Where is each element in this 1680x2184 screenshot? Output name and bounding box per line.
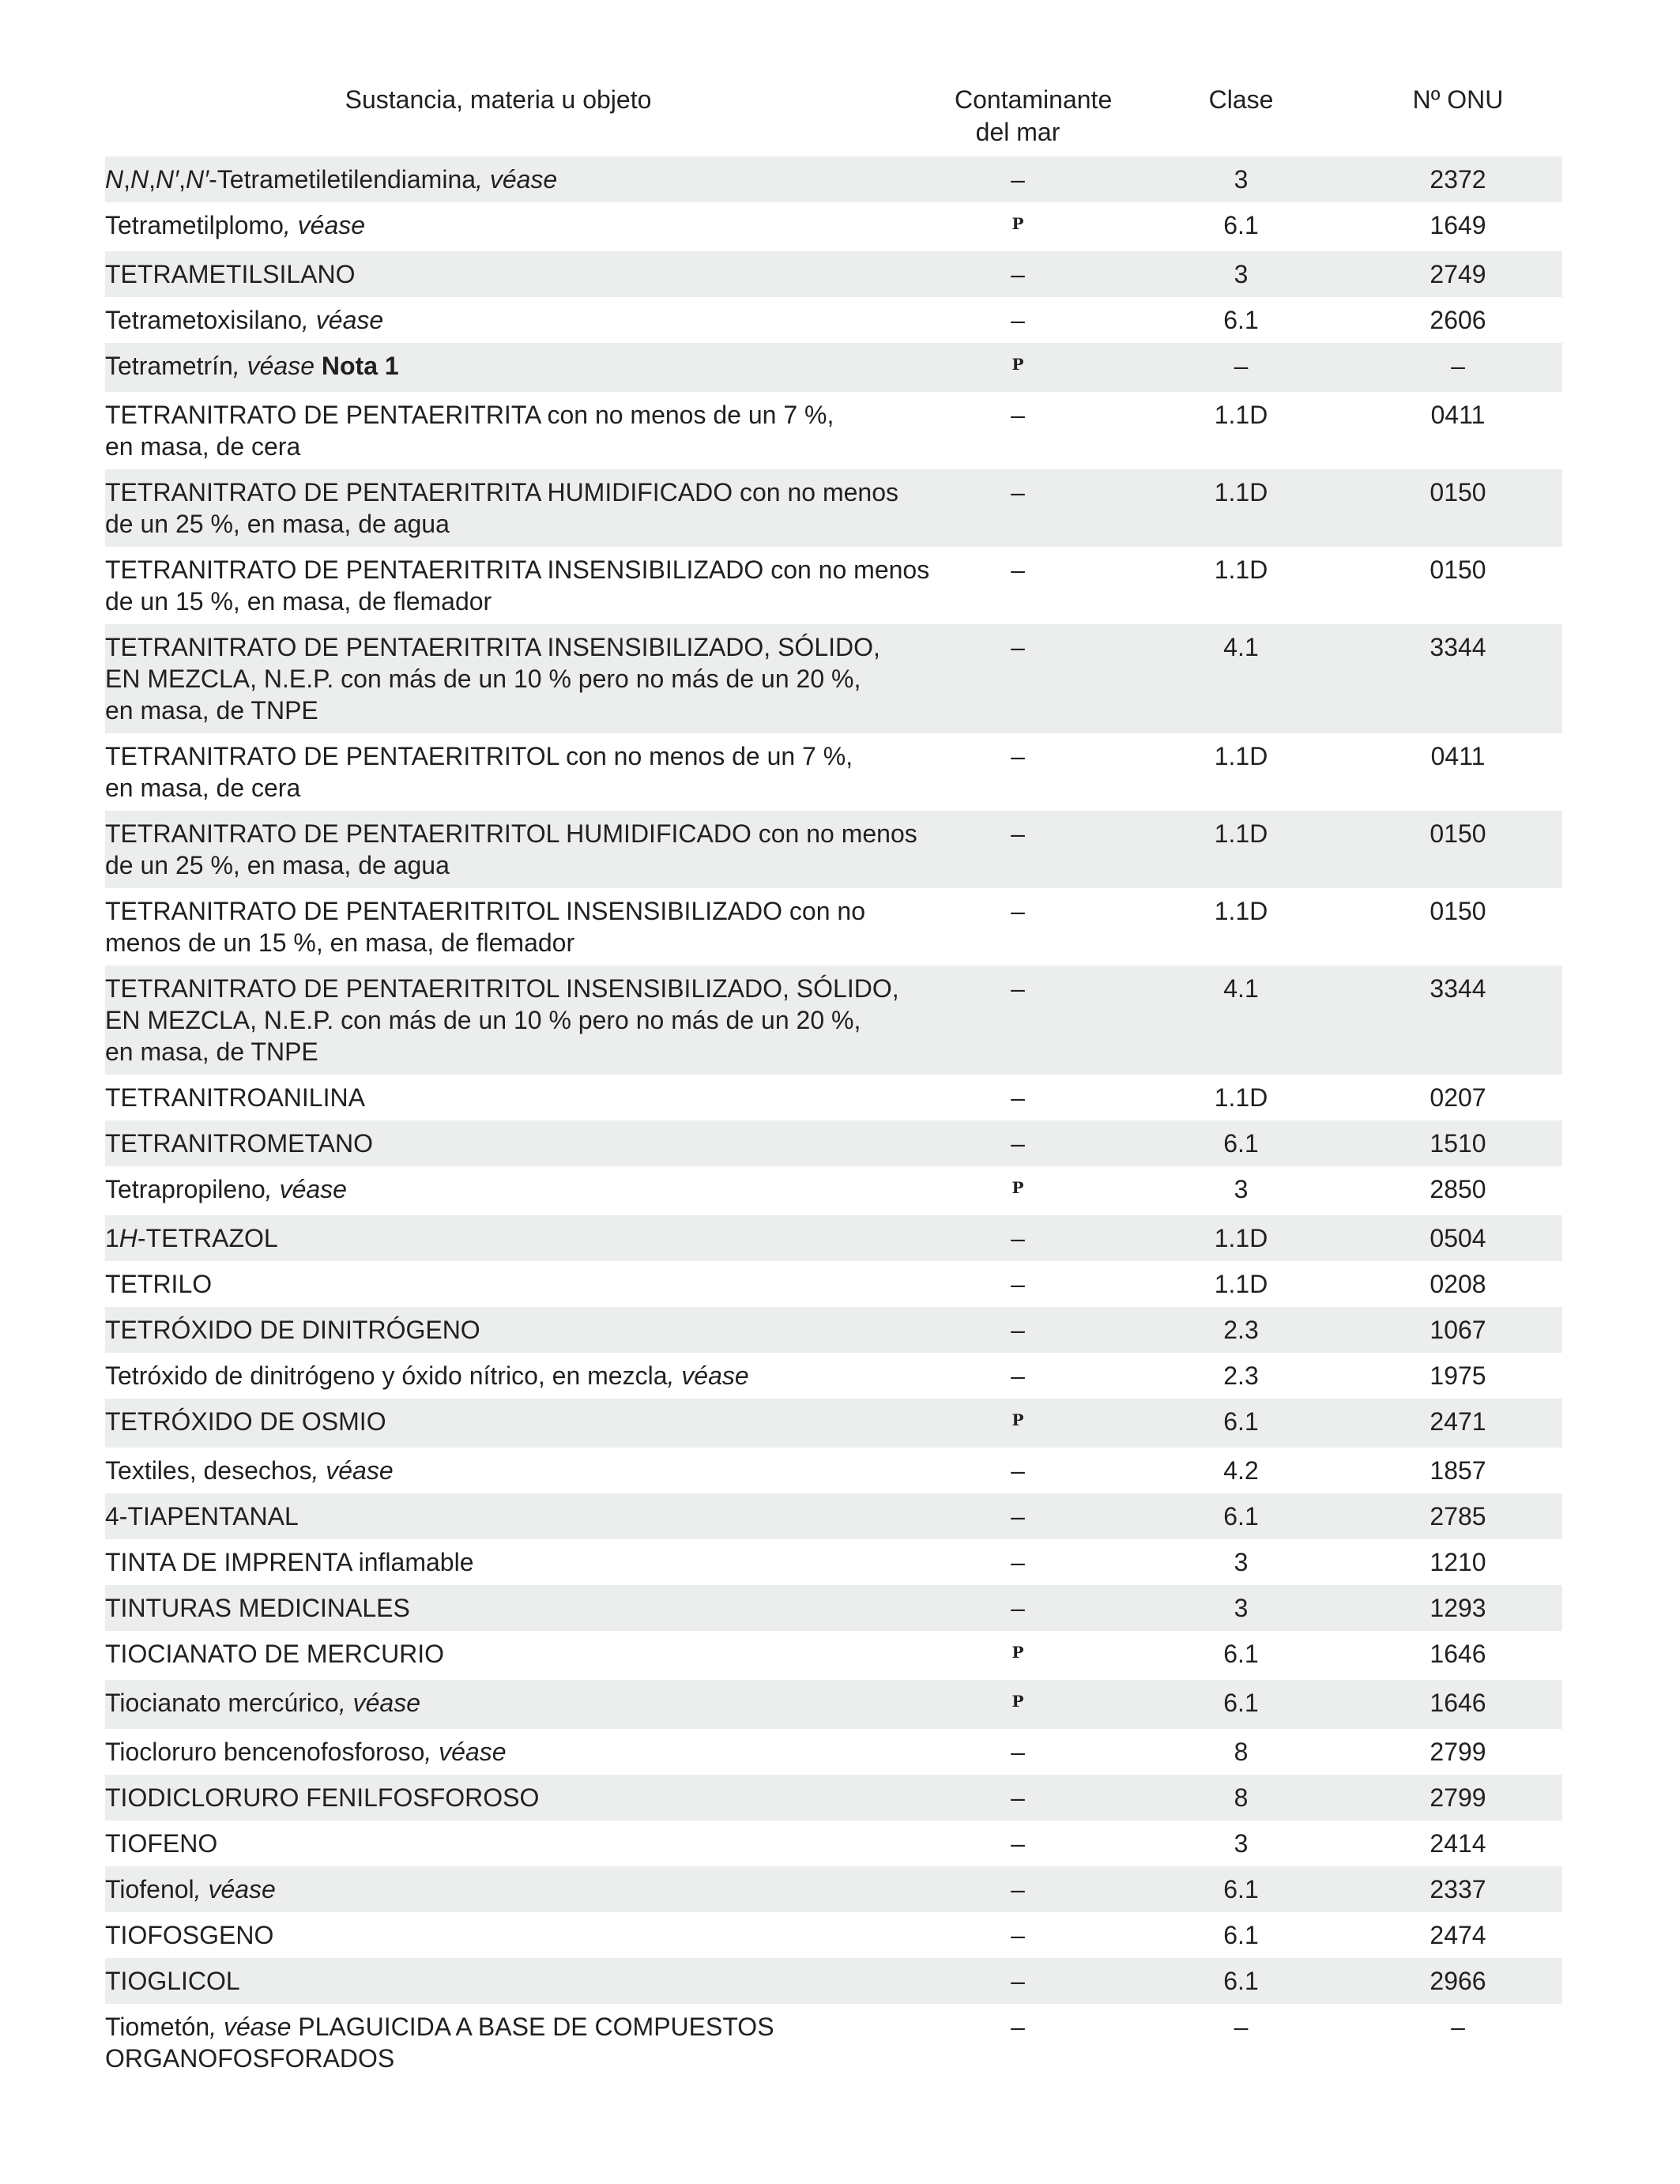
- un-number-cell: 2606: [1430, 306, 1486, 334]
- substance-name-part: en masa, de cera: [105, 432, 301, 461]
- un-number-cell: 2749: [1354, 251, 1562, 297]
- class-cell: 6.1: [1223, 211, 1259, 239]
- substance-name-part: TETRÓXIDO DE DINITRÓGENO: [105, 1316, 480, 1344]
- substance-name: [105, 733, 955, 811]
- substance-name-part: , véase: [424, 1738, 507, 1766]
- substance-name-part: Tetrametoxisilano: [105, 306, 302, 334]
- substance-name-part: , véase: [476, 165, 558, 194]
- substance-name-part: de un 15 %, en masa, de flemador: [105, 587, 492, 616]
- table-row: [105, 1075, 1562, 1120]
- class-cell: 6.1: [1081, 1866, 1354, 1912]
- marine-pollutant-dash: –: [1011, 819, 1025, 848]
- class-cell: 6.1: [1223, 1921, 1259, 1949]
- un-number-cell: 2799: [1354, 1775, 1562, 1821]
- substance-name-part: de un 25 %, en masa, de agua: [105, 851, 450, 879]
- class-cell: 6.1: [1081, 1958, 1354, 2004]
- marine-pollutant-dash: –: [1011, 633, 1025, 661]
- marine-pollutant-cell: [955, 1631, 1081, 1680]
- substance-name: [105, 1307, 955, 1353]
- marine-pollutant-dash: –: [1011, 478, 1025, 506]
- class-cell: 3: [1234, 1548, 1249, 1576]
- un-number-cell: 2471: [1354, 1399, 1562, 1448]
- class-cell: 2.3: [1223, 1361, 1259, 1390]
- marine-pollutant-dash: –: [1011, 1783, 1025, 1812]
- marine-pollutant-dash: –: [1011, 1967, 1025, 1995]
- table-row: [105, 1585, 1562, 1631]
- substance-name-part: TIOFOSGENO: [105, 1921, 274, 1949]
- class-cell: 4.1: [1081, 624, 1354, 733]
- un-number-cell: 1646: [1430, 1640, 1486, 1668]
- substance-name: [105, 888, 955, 966]
- substance-name: [105, 1448, 955, 1493]
- marine-pollutant-cell: [955, 297, 1081, 343]
- marine-pollutant-dash: –: [1011, 1548, 1025, 1576]
- substance-name-part: TETRANITRATO DE PENTAERITRITA INSENSIBILIZADO con no menos: [105, 555, 930, 584]
- substance-name-part: Tetrapropileno: [105, 1175, 266, 1203]
- substance-name-part: -TETRAZOL: [137, 1224, 278, 1252]
- class-cell: 8: [1081, 1775, 1354, 1821]
- marine-pollutant-dash: –: [1011, 1270, 1025, 1298]
- substance-name-part: TIOGLICOL: [105, 1967, 240, 1995]
- substance-name-part: N′: [156, 165, 179, 194]
- marine-pollutant-cell: [955, 469, 1081, 547]
- substance-name: [105, 811, 955, 888]
- substance-name-part: menos de un 15 %, en masa, de flemador: [105, 928, 575, 957]
- marine-pollutant-mark: P: [1011, 1410, 1024, 1429]
- un-number-cell: –: [1451, 2013, 1465, 2041]
- substance-name: [105, 1493, 955, 1539]
- un-number-cell: 3344: [1354, 966, 1562, 1075]
- substance-name-part: TETRANITRATO DE PENTAERITRITOL HUMIDIFICADO con no menos: [105, 819, 917, 848]
- un-number-cell: 1510: [1354, 1120, 1562, 1166]
- substance-name: [105, 251, 955, 297]
- substance-name-part: N′: [186, 165, 209, 194]
- substance-name-part: ORGANOFOSFORADOS: [105, 2044, 395, 2073]
- marine-pollutant-cell: [955, 624, 1081, 733]
- substance-name-part: N: [130, 165, 149, 194]
- marine-pollutant-cell: [955, 1307, 1081, 1353]
- substance-table: [105, 79, 1562, 2081]
- marine-pollutant-cell: [955, 392, 1081, 469]
- un-number-cell: 0207: [1430, 1083, 1486, 1112]
- marine-pollutant-cell: [955, 1448, 1081, 1493]
- substance-name: [105, 1166, 955, 1215]
- class-cell: 6.1: [1081, 1399, 1354, 1448]
- marine-pollutant-cell: [955, 251, 1081, 297]
- marine-pollutant-cell: [955, 1958, 1081, 2004]
- marine-pollutant-mark: P: [1011, 214, 1024, 233]
- substance-name-part: , véase: [232, 352, 315, 380]
- un-number-cell: 2474: [1430, 1921, 1486, 1949]
- substance-name-part: TIODICLORURO FENILFOSFOROSO: [105, 1783, 540, 1812]
- substance-name: [105, 547, 955, 624]
- table-row: [105, 1680, 1562, 1729]
- substance-name-part: de un 25 %, en masa, de agua: [105, 510, 450, 538]
- substance-name-part: , véase: [283, 211, 366, 239]
- header-row: [105, 79, 1562, 156]
- un-number-cell: 1975: [1430, 1361, 1486, 1390]
- marine-pollutant-cell: [955, 156, 1081, 202]
- substance-name: [105, 624, 955, 733]
- substance-name-part: , véase: [209, 2013, 292, 2041]
- un-number-cell: 2966: [1354, 1958, 1562, 2004]
- substance-name: [105, 1353, 955, 1399]
- marine-pollutant-dash: –: [1011, 1456, 1025, 1485]
- un-number-cell: 0150: [1430, 897, 1486, 925]
- un-number-cell: 0411: [1430, 401, 1486, 429]
- table-row: [105, 392, 1562, 469]
- substance-name-part: , véase: [194, 1875, 276, 1903]
- class-cell: 6.1: [1081, 1680, 1354, 1729]
- substance-name-part: Nota 1: [321, 352, 399, 380]
- un-number-cell: 0150: [1354, 469, 1562, 547]
- table-row: [105, 1958, 1562, 2004]
- marine-pollutant-dash: –: [1011, 1083, 1025, 1112]
- marine-pollutant-dash: –: [1011, 1875, 1025, 1903]
- substance-name-part: TINTA DE IMPRENTA inflamable: [105, 1548, 474, 1576]
- un-number-cell: 0208: [1430, 1270, 1486, 1298]
- un-number-cell: 3344: [1354, 624, 1562, 733]
- substance-name-part: TIOFENO: [105, 1829, 218, 1858]
- un-number-cell: 1646: [1354, 1680, 1562, 1729]
- substance-name: [105, 392, 955, 469]
- substance-name-part: , véase: [302, 306, 384, 334]
- class-cell: 3: [1081, 1585, 1354, 1631]
- marine-pollutant-cell: [955, 1585, 1081, 1631]
- marine-pollutant-cell: [955, 1912, 1081, 1958]
- marine-pollutant-dash: –: [1011, 401, 1025, 429]
- marine-pollutant-mark: P: [1011, 1692, 1024, 1711]
- class-cell: 3: [1234, 1175, 1249, 1203]
- table-row: [105, 1353, 1562, 1399]
- substance-name: [105, 1680, 955, 1729]
- table-row: [105, 1120, 1562, 1166]
- class-cell: 2.3: [1081, 1307, 1354, 1353]
- class-cell: 6.1: [1223, 306, 1259, 334]
- un-number-cell: 2785: [1354, 1493, 1562, 1539]
- marine-pollutant-cell: [955, 1729, 1081, 1775]
- marine-pollutant-dash: –: [1011, 1316, 1025, 1344]
- marine-pollutant-dash: –: [1011, 555, 1025, 584]
- class-cell: 6.1: [1081, 1493, 1354, 1539]
- marine-pollutant-mark: P: [1011, 355, 1024, 374]
- substance-name: [105, 1261, 955, 1307]
- substance-name-part: TETRAMETILSILANO: [105, 260, 356, 288]
- substance-name-part: en masa, de TNPE: [105, 696, 318, 725]
- table-row: [105, 1493, 1562, 1539]
- marine-pollutant-cell: [955, 1680, 1081, 1729]
- marine-pollutant-cell: [955, 1821, 1081, 1866]
- class-cell: 1.1D: [1081, 469, 1354, 547]
- table-row: [105, 156, 1562, 202]
- substance-name-part: Tiofenol: [105, 1875, 194, 1903]
- table-row: [105, 1261, 1562, 1307]
- class-cell: 1.1D: [1214, 401, 1268, 429]
- class-cell: 6.1: [1081, 1120, 1354, 1166]
- header-substance: Sustancia, materia u objeto: [345, 85, 652, 114]
- marine-pollutant-cell: [955, 1215, 1081, 1261]
- table-row: [105, 202, 1562, 251]
- table-row: [105, 1215, 1562, 1261]
- substance-name-part: TETRANITRATO DE PENTAERITRITA con no menos de un 7 %,: [105, 401, 834, 429]
- substance-name-part: Tetrametrín: [105, 352, 233, 380]
- marine-pollutant-cell: [955, 2004, 1081, 2081]
- un-number-cell: 2372: [1354, 156, 1562, 202]
- un-number-cell: 2337: [1354, 1866, 1562, 1912]
- marine-pollutant-cell: [955, 1075, 1081, 1120]
- substance-name-part: TETRANITROMETANO: [105, 1129, 373, 1158]
- class-cell: 1.1D: [1214, 1270, 1268, 1298]
- marine-pollutant-cell: [955, 1539, 1081, 1585]
- marine-pollutant-mark: P: [1011, 1178, 1024, 1197]
- class-cell: 1.1D: [1214, 1083, 1268, 1112]
- table-row: [105, 1729, 1562, 1775]
- substance-name-part: TIOCIANATO DE MERCURIO: [105, 1640, 445, 1668]
- table-row: [105, 1821, 1562, 1866]
- substance-name: [105, 1912, 955, 1958]
- substance-name: [105, 156, 955, 202]
- substance-name-part: ,: [149, 165, 156, 194]
- table-row: [105, 469, 1562, 547]
- un-number-cell: 1857: [1430, 1456, 1486, 1485]
- marine-pollutant-cell: [955, 1166, 1081, 1215]
- table-row: [105, 1866, 1562, 1912]
- class-cell: 1.1D: [1081, 1215, 1354, 1261]
- page: [105, 79, 1562, 2081]
- table-row: [105, 1631, 1562, 1680]
- substance-name-part: , véase: [265, 1175, 347, 1203]
- substance-name-part: TETRÓXIDO DE OSMIO: [105, 1407, 386, 1436]
- marine-pollutant-dash: –: [1011, 2013, 1025, 2041]
- class-cell: 3: [1081, 156, 1354, 202]
- substance-name-part: ,: [179, 165, 186, 194]
- table-row: [105, 1775, 1562, 1821]
- table-row: [105, 1307, 1562, 1353]
- substance-name: [105, 1075, 955, 1120]
- table-row: [105, 547, 1562, 624]
- marine-pollutant-dash: –: [1011, 1224, 1025, 1252]
- substance-name-part: Tiocianato mercúrico: [105, 1689, 339, 1717]
- substance-name-part: , véase: [667, 1361, 749, 1390]
- marine-pollutant-dash: –: [1011, 1502, 1025, 1531]
- marine-pollutant-cell: [955, 202, 1081, 251]
- class-cell: 3: [1234, 1829, 1249, 1858]
- table-row: [105, 297, 1562, 343]
- un-number-cell: 0150: [1354, 811, 1562, 888]
- substance-name-part: TETRANITRATO DE PENTAERITRITOL con no menos de un 7 %,: [105, 742, 853, 770]
- table-row: [105, 1448, 1562, 1493]
- un-number-cell: –: [1354, 343, 1562, 392]
- marine-pollutant-dash: –: [1011, 1594, 1025, 1622]
- marine-pollutant-mark: P: [1011, 1643, 1024, 1662]
- table-row: [105, 966, 1562, 1075]
- substance-name: [105, 1215, 955, 1261]
- class-cell: 1.1D: [1081, 811, 1354, 888]
- marine-pollutant-cell: [955, 733, 1081, 811]
- marine-pollutant-cell: [955, 1261, 1081, 1307]
- substance-name: [105, 1539, 955, 1585]
- marine-pollutant-cell: [955, 1399, 1081, 1448]
- un-number-cell: 0504: [1354, 1215, 1562, 1261]
- substance-name-part: , véase: [311, 1456, 394, 1485]
- substance-name-part: 1: [105, 1224, 119, 1252]
- substance-name: [105, 297, 955, 343]
- class-cell: 1.1D: [1214, 555, 1268, 584]
- table-row: [105, 624, 1562, 733]
- substance-name-part: EN MEZCLA, N.E.P. con más de un 10 % pero no más de un 20 %,: [105, 1006, 861, 1034]
- table-row: [105, 1912, 1562, 1958]
- class-cell: 6.1: [1223, 1640, 1259, 1668]
- marine-pollutant-cell: [955, 1353, 1081, 1399]
- substance-name: [105, 1631, 955, 1680]
- substance-name-part: TETRANITRATO DE PENTAERITRITOL INSENSIBILIZADO, SÓLIDO,: [105, 974, 899, 1003]
- substance-name: [105, 469, 955, 547]
- table-row: [105, 1399, 1562, 1448]
- header-marine-pollutant-line2: del mar: [975, 118, 1060, 146]
- substance-name-part: Tetróxido de dinitrógeno y óxido nítrico, en mezcla: [105, 1361, 668, 1390]
- un-number-cell: 1067: [1354, 1307, 1562, 1353]
- substance-name-part: Tetrametilplomo: [105, 211, 284, 239]
- class-cell: 4.1: [1081, 966, 1354, 1075]
- header-marine-pollutant-line1: Contaminante: [955, 85, 1113, 114]
- substance-name-part: en masa, de TNPE: [105, 1037, 318, 1066]
- un-number-cell: 1293: [1354, 1585, 1562, 1631]
- header-un-number: Nº ONU: [1412, 85, 1504, 114]
- marine-pollutant-dash: –: [1011, 1738, 1025, 1766]
- substance-name-part: TETRANITRATO DE PENTAERITRITA HUMIDIFICADO con no menos: [105, 478, 899, 506]
- marine-pollutant-dash: –: [1011, 260, 1025, 288]
- substance-name: [105, 1120, 955, 1166]
- substance-name-part: H: [119, 1224, 137, 1252]
- table-row: [105, 343, 1562, 392]
- substance-name: [105, 1399, 955, 1448]
- header-marine-pollutant: [955, 79, 1113, 156]
- substance-name-part: , véase: [338, 1689, 420, 1717]
- marine-pollutant-cell: [955, 1866, 1081, 1912]
- marine-pollutant-cell: [955, 547, 1081, 624]
- substance-name-part: PLAGUICIDA A BASE DE COMPUESTOS: [291, 2013, 774, 2041]
- marine-pollutant-cell: [955, 966, 1081, 1075]
- substance-name: [105, 2004, 955, 2081]
- marine-pollutant-dash: –: [1011, 306, 1025, 334]
- table-row: [105, 1539, 1562, 1585]
- substance-name-part: 4-TIAPENTANAL: [105, 1502, 299, 1531]
- substance-name: [105, 1866, 955, 1912]
- marine-pollutant-dash: –: [1011, 1921, 1025, 1949]
- substance-name: [105, 1958, 955, 2004]
- substance-name-part: [315, 352, 322, 380]
- class-cell: 3: [1081, 251, 1354, 297]
- substance-name-part: Tiocloruro bencenofosforoso: [105, 1738, 425, 1766]
- class-cell: –: [1234, 2013, 1249, 2041]
- un-number-cell: 2799: [1430, 1738, 1486, 1766]
- substance-name-part: EN MEZCLA, N.E.P. con más de un 10 % pero no más de un 20 %,: [105, 665, 861, 693]
- table-row: [105, 811, 1562, 888]
- marine-pollutant-cell: [955, 811, 1081, 888]
- un-number-cell: 2414: [1430, 1829, 1486, 1858]
- substance-name-part: TETRANITRATO DE PENTAERITRITA INSENSIBILIZADO, SÓLIDO,: [105, 633, 880, 661]
- substance-name-part: TETRILO: [105, 1270, 213, 1298]
- marine-pollutant-dash: –: [1011, 165, 1025, 194]
- class-cell: 1.1D: [1214, 742, 1268, 770]
- un-number-cell: 1210: [1430, 1548, 1486, 1576]
- marine-pollutant-dash: –: [1011, 897, 1025, 925]
- substance-name: [105, 1729, 955, 1775]
- substance-name-part: en masa, de cera: [105, 774, 301, 802]
- class-cell: 4.2: [1223, 1456, 1259, 1485]
- substance-name-part: Textiles, desechos: [105, 1456, 312, 1485]
- class-cell: 8: [1234, 1738, 1249, 1766]
- marine-pollutant-cell: [955, 1120, 1081, 1166]
- substance-name: [105, 966, 955, 1075]
- marine-pollutant-dash: –: [1011, 742, 1025, 770]
- header-class: Clase: [1208, 85, 1274, 114]
- marine-pollutant-dash: –: [1011, 1829, 1025, 1858]
- substance-name-part: ,: [123, 165, 130, 194]
- table-row: [105, 2004, 1562, 2081]
- substance-name: [105, 343, 955, 392]
- un-number-cell: 1649: [1430, 211, 1486, 239]
- marine-pollutant-dash: –: [1011, 1129, 1025, 1158]
- table-row: [105, 1166, 1562, 1215]
- table-row: [105, 251, 1562, 297]
- marine-pollutant-cell: [955, 888, 1081, 966]
- table-row: [105, 733, 1562, 811]
- class-cell: –: [1081, 343, 1354, 392]
- marine-pollutant-cell: [955, 1775, 1081, 1821]
- substance-name-part: TINTURAS MEDICINALES: [105, 1594, 410, 1622]
- un-number-cell: 0411: [1430, 742, 1486, 770]
- substance-name: [105, 1821, 955, 1866]
- substance-name: [105, 1585, 955, 1631]
- substance-name-part: TETRANITRATO DE PENTAERITRITOL INSENSIBILIZADO con no: [105, 897, 865, 925]
- un-number-cell: 0150: [1430, 555, 1486, 584]
- table-header: [105, 79, 1562, 156]
- substance-name: [105, 1775, 955, 1821]
- substance-name-part: Tiometón: [105, 2013, 210, 2041]
- table-row: [105, 888, 1562, 966]
- marine-pollutant-cell: [955, 1493, 1081, 1539]
- table-body: [105, 156, 1562, 2081]
- class-cell: 1.1D: [1214, 897, 1268, 925]
- marine-pollutant-cell: [955, 343, 1081, 392]
- marine-pollutant-dash: –: [1011, 1361, 1025, 1390]
- substance-name-part: -Tetrametiletilendiamina: [209, 165, 477, 194]
- un-number-cell: 2850: [1430, 1175, 1486, 1203]
- substance-name: [105, 202, 955, 251]
- substance-name-part: TETRANITROANILINA: [105, 1083, 365, 1112]
- substance-name-part: N: [105, 165, 124, 194]
- marine-pollutant-dash: –: [1011, 974, 1025, 1003]
